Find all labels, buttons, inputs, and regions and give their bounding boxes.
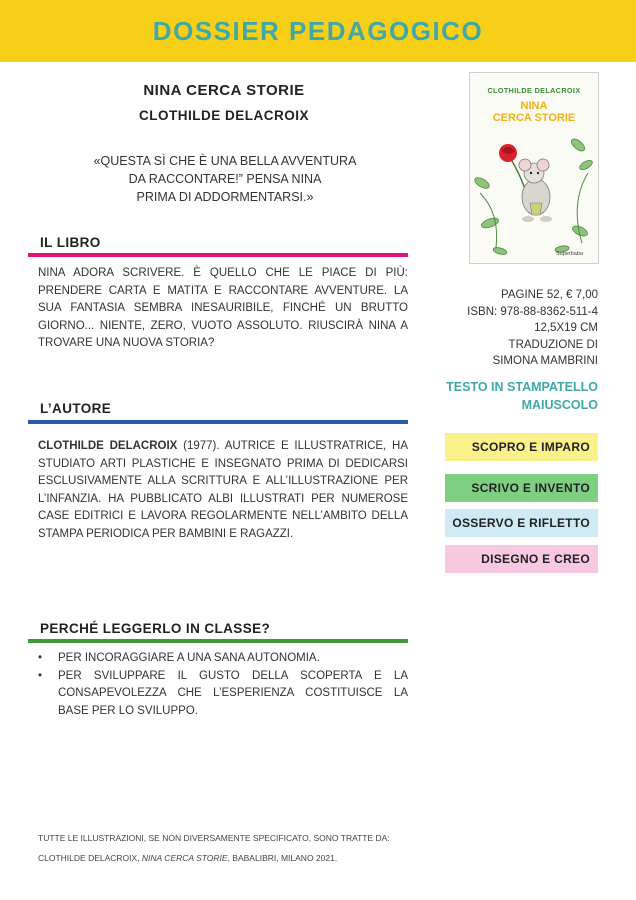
list-item: • PER SVILUPPARE IL GUSTO DELLA SCOPERTA E LA CONSAPEVOLEZZA CHE L’ESPERIENZA COSTITUISCE LA BASE PER LO SVILUPPO. — [38, 668, 408, 721]
il-libro-text: NINA ADORA SCRIVERE. È QUELLO CHE LE PIACE DI PIÙ: PRENDERE CARTA E MATITA E RACCONTARE AVVENTURE. LA SUA FANTASIA SEMBRA INESAURIBILE, FINCHÉ UN BRUTTO GIORNO... NIENTE, ZERO, VUOTO ASSOLUTO. RIUSCIRÀ NINA A TROVARE UNA NUOVA STORIA? — [38, 267, 408, 349]
note-line1: TESTO IN STAMPATELLO — [446, 380, 598, 394]
page-title: DOSSIER PEDAGOGICO — [152, 15, 484, 46]
info-translation-label: TRADUZIONE DI — [508, 338, 598, 351]
info-isbn: ISBN: 978-88-8362-511-4 — [467, 305, 598, 318]
info-translator: SIMONA MAMBRINI — [492, 355, 598, 367]
list-item: • PER INCORAGGIARE A UNA SANA AUTONOMIA. — [38, 650, 408, 668]
autore-text — [38, 438, 408, 543]
book-info — [440, 287, 598, 370]
legend-disegno-e-creo — [445, 545, 598, 573]
footer-book-title: NINA CERCA STORIE — [141, 853, 228, 863]
note-line2: MAIUSCOLO — [521, 398, 598, 412]
reasons-list — [38, 650, 408, 720]
section-rule-autore — [28, 420, 408, 424]
legend-label: OSSERVO E RIFLETTO — [452, 516, 590, 530]
book-author: CLOTHILDE DELACROIX — [139, 108, 309, 123]
cover-title-line1: NINA — [520, 100, 548, 112]
cover-author: CLOTHILDE DELACROIX — [487, 86, 581, 95]
book-quote: «QUESTA SÌ CHE È UNA BELLA AVVENTURA DA RACCONTARE!” PENSA NINA PRIMA DI ADDORMENTARSI.» — [93, 154, 357, 204]
legend-label: SCOPRO E IMPARO — [471, 440, 590, 454]
footer-line2 — [38, 848, 418, 868]
book-cover-image — [469, 72, 599, 264]
legend-osservo-e-rifletto — [445, 509, 598, 537]
legend-scrivo-e-invento — [445, 474, 598, 502]
cover-publisher: Superbaba — [556, 251, 583, 257]
cover-illustration — [470, 73, 598, 263]
section-rule-il-libro — [28, 253, 408, 257]
footer-author: CLOTHILDE DELACROIX, — [38, 853, 142, 863]
section-title-autore: L’AUTORE — [40, 401, 112, 416]
legend-scopro-e-imparo — [445, 433, 598, 461]
legend-label: SCRIVO E INVENTO — [471, 481, 590, 495]
legend-label: DISEGNO E CREO — [481, 552, 590, 566]
footer-credits — [38, 828, 418, 868]
book-title: NINA CERCA STORIE — [143, 82, 305, 99]
header-banner — [0, 0, 636, 62]
text-format-note — [420, 378, 598, 414]
footer-line1: TUTTE LE ILLUSTRAZIONI, SE NON DIVERSAMENTE SPECIFICATO, SONO TRATTE DA: — [38, 833, 390, 843]
autore-bio: (1977). AUTRICE E ILLUSTRATRICE, HA STUDIATO ARTI PLASTICHE E INSEGNATO PRIMA DI DEDICARSI ESCLUSIVAMENTE ALLA SCRITTURA E ALL’ILLUSTRAZIONE PER L’INFANZIA. HA PUBBLICATO ALBI ILLUSTRATI PER NUMEROSE CASE EDITRICI E LAVORA REGOLARMENTE NELL’AMBITO DELLA STAMPA PERIODICA PER BAMBINI E RAGAZZI. — [38, 440, 408, 540]
autore-name: CLOTHILDE DELACROIX — [38, 440, 178, 452]
cover-title-line2: CERCA STORIE — [492, 112, 576, 124]
section-rule-perche — [28, 639, 408, 643]
section-title-il-libro: IL LIBRO — [40, 235, 101, 250]
footer-publisher: , BABALIBRI, MILANO 2021. — [227, 853, 338, 863]
section-title-perche: PERCHÉ LEGGERLO IN CLASSE? — [40, 621, 271, 636]
info-size: 12,5X19 CM — [534, 322, 598, 334]
info-pages-price: PAGINE 52, € 7,00 — [501, 289, 598, 301]
